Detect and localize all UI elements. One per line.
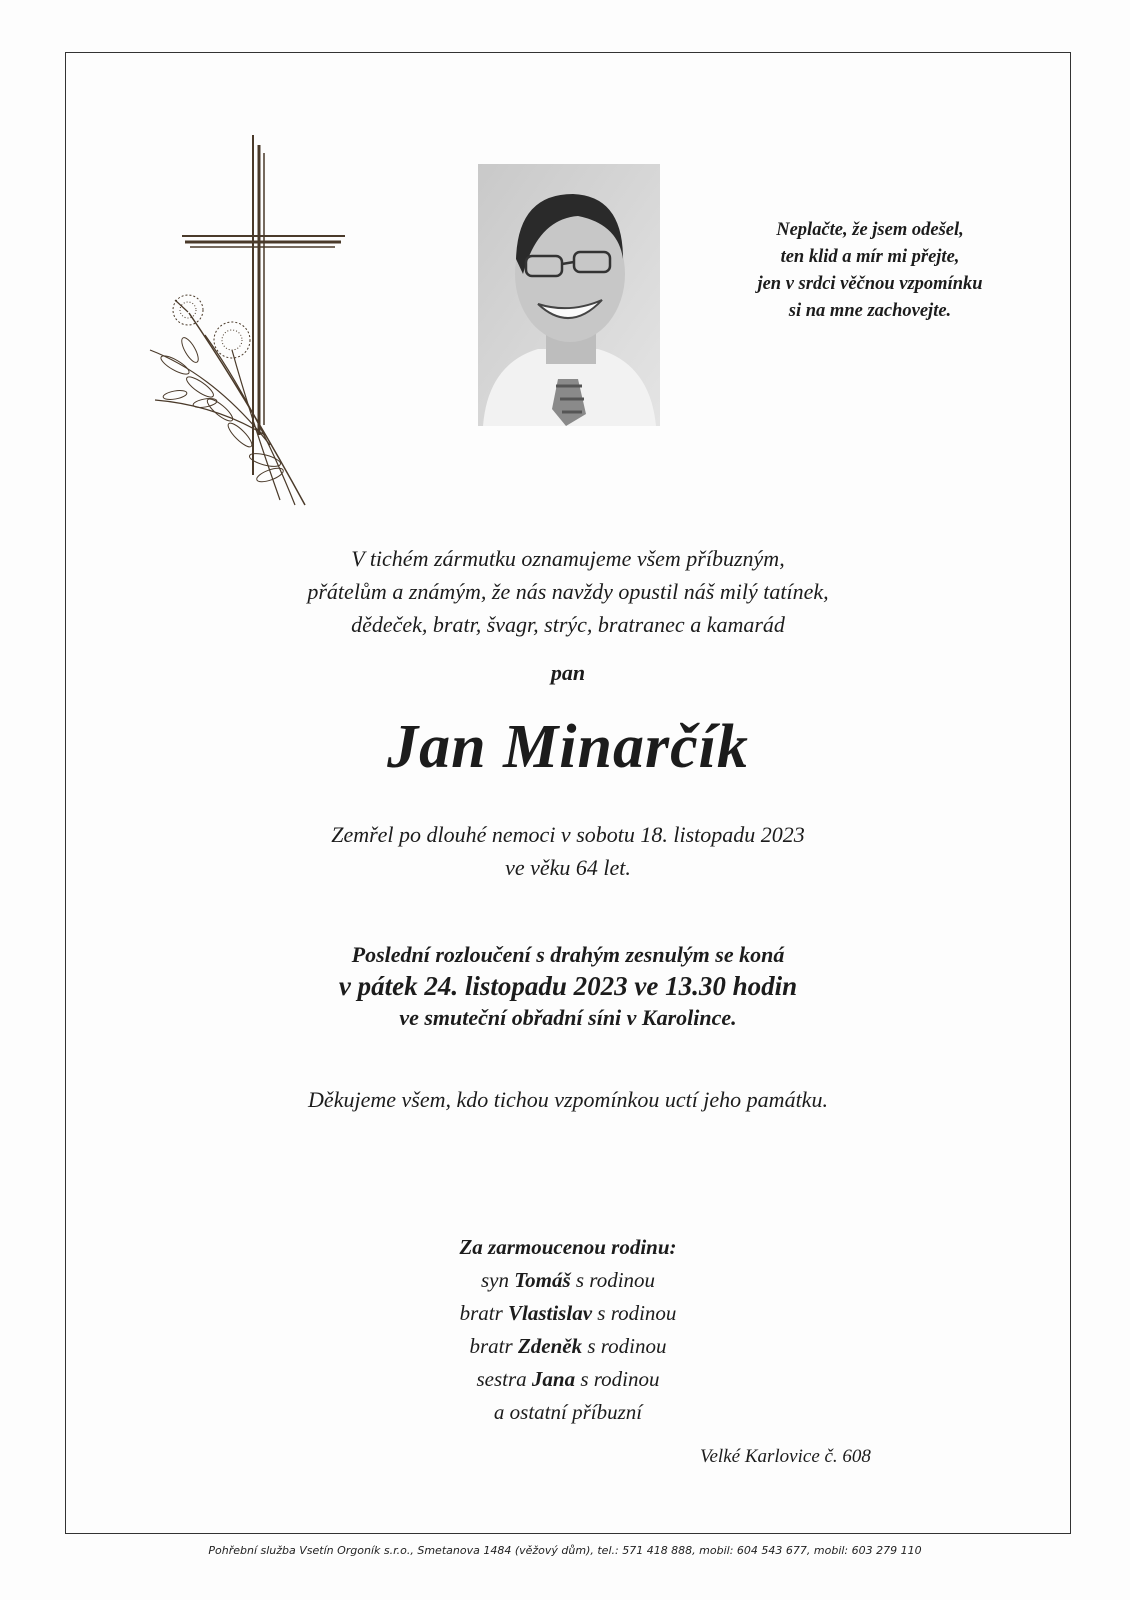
family-member [65, 1264, 1071, 1297]
relation: sestra [476, 1367, 527, 1391]
funeral-datetime: v pátek 24. listopadu 2023 ve 13.30 hodin [338, 971, 798, 1001]
member-suffix: s rodinou [587, 1334, 667, 1358]
address: Velké Karlovice č. 608 [700, 1446, 871, 1467]
funeral-heading: Poslední rozloučení s drahým zesnulým se koná [351, 942, 785, 967]
member-name: Vlastislav [508, 1301, 593, 1325]
portrait-photo [478, 164, 660, 426]
funeral-service-footer: Pohřební služba Vsetín Orgoník s.r.o., Smetanova 1484 (věžový dům), tel.: 571 418 888, mobil: 604 543 677, mobil: 603 279 110 [208, 1544, 922, 1557]
member-suffix: s rodinou [597, 1301, 677, 1325]
relation: bratr [469, 1334, 513, 1358]
thanks-text: Děkujeme všem, kdo tichou vzpomínkou uctí jeho památku. [308, 1087, 828, 1112]
family-closing: a ostatní příbuzní [493, 1400, 643, 1424]
family-member [65, 1330, 1071, 1363]
death-line: Zemřel po dlouhé nemoci v sobotu 18. listopadu 2023 [331, 822, 805, 847]
announcement-text [65, 542, 1071, 641]
family-heading: Za zarmoucenou rodinu: [459, 1235, 677, 1259]
announcement-line: dědeček, bratr, švagr, strýc, bratranec a kamarád [351, 612, 785, 637]
verse-line: si na mne zachovejte. [788, 301, 952, 321]
verse-line: Neplačte, že jsem odešel, [776, 220, 964, 240]
cross-with-flowers-icon [145, 135, 360, 515]
title-prefix: pan [550, 660, 586, 685]
verse-line: jen v srdci věčnou vzpomínku [757, 274, 983, 294]
family-member [65, 1297, 1071, 1330]
announcement-line: přátelům a známým, že nás navždy opustil náš milý tatínek, [307, 579, 829, 604]
relation: syn [480, 1268, 509, 1292]
relation: bratr [459, 1301, 503, 1325]
member-suffix: s rodinou [575, 1268, 656, 1292]
member-suffix: s rodinou [580, 1367, 660, 1391]
family-member [65, 1363, 1071, 1396]
member-name: Zdeněk [517, 1334, 583, 1358]
memorial-verse [725, 217, 1015, 325]
member-name: Tomáš [514, 1268, 571, 1292]
announcement-line: V tichém zármutku oznamujeme všem příbuzným, [351, 546, 785, 571]
death-info [65, 818, 1071, 884]
member-name: Jana [531, 1367, 576, 1391]
funeral-venue: ve smuteční obřadní síni v Karolince. [399, 1005, 737, 1030]
family-list [65, 1231, 1071, 1429]
deceased-name: Jan Minarčík [387, 713, 749, 781]
verse-line: ten klid a mír mi přejte, [780, 247, 960, 267]
age-line: ve věku 64 let. [505, 855, 631, 880]
